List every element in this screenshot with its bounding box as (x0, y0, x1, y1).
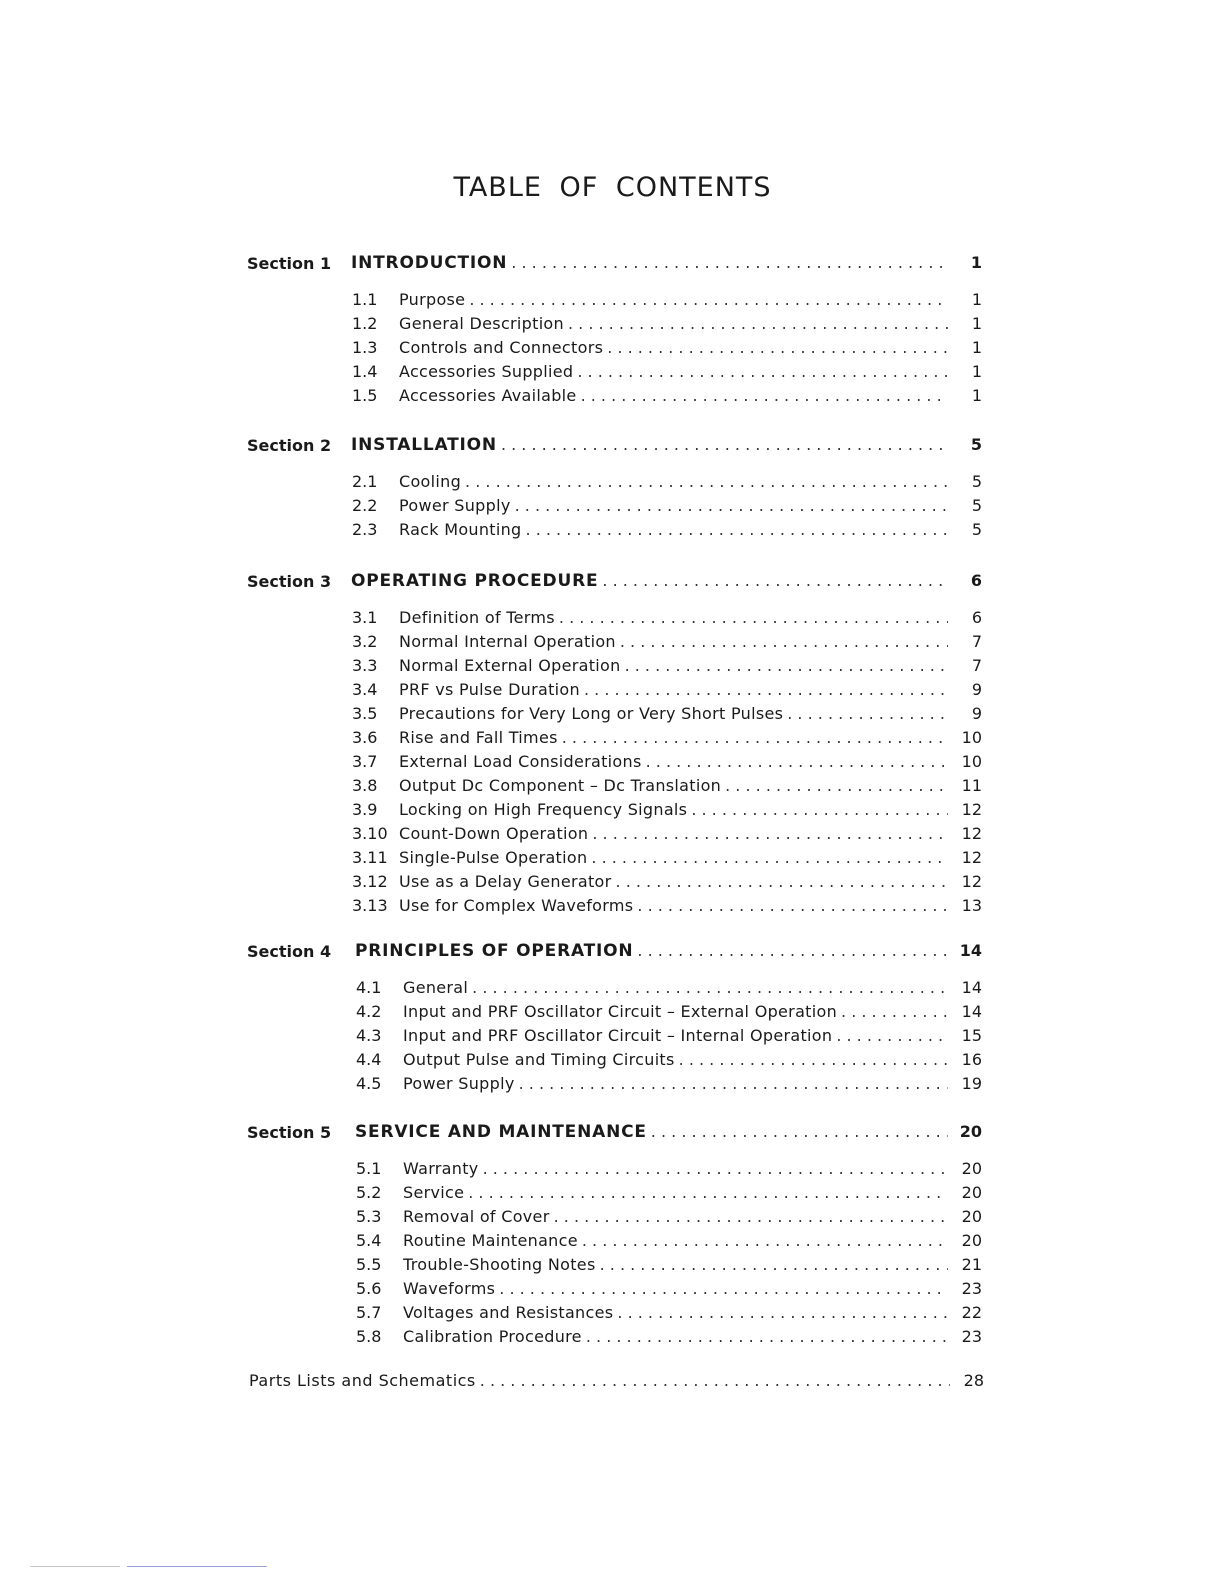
toc-entry-page: 1 (971, 290, 982, 309)
toc-entry-page: 12 (961, 872, 982, 891)
toc-entry-number: 3.8 (352, 776, 378, 795)
toc-entry-page: 5 (971, 496, 982, 515)
toc-entry-page: 7 (971, 656, 982, 675)
leader-dots (526, 518, 948, 542)
toc-entry-page: 20 (961, 1207, 982, 1226)
section-label: Section 5 (247, 1123, 332, 1142)
toc-entry-page: 22 (961, 1303, 982, 1322)
toc-entry-page: 28 (963, 1371, 984, 1390)
toc-entry-number: 4.2 (356, 1002, 382, 1021)
toc-entry[interactable] (356, 1157, 982, 1181)
toc-entry-page: 11 (961, 776, 982, 795)
leader-dots (607, 336, 948, 360)
section-label: Section 2 (247, 436, 332, 455)
toc-entry-number: 3.4 (352, 680, 378, 699)
section-heading-page: 20 (959, 1122, 982, 1141)
toc-entry-number: 4.4 (356, 1050, 382, 1069)
toc-entry-label: General (403, 978, 469, 997)
toc-entry-page: 1 (971, 386, 982, 405)
toc-entry-label: Rack Mounting (399, 520, 522, 539)
leader-dots (468, 1181, 948, 1205)
leader-dots (499, 1277, 948, 1301)
toc-entry-number: 5.7 (356, 1303, 382, 1322)
section-heading[interactable] (355, 1120, 982, 1144)
section-label: Section 1 (247, 254, 332, 273)
toc-entry-number: 3.10 (352, 824, 388, 843)
toc-entry-page: 23 (961, 1279, 982, 1298)
toc-entry-label: Voltages and Resistances (403, 1303, 614, 1322)
toc-entry[interactable] (352, 798, 982, 822)
leader-dots (679, 1048, 948, 1072)
toc-entry[interactable] (356, 1277, 982, 1301)
section-heading[interactable] (351, 569, 982, 593)
toc-entry-number: 5.4 (356, 1231, 382, 1250)
leader-dots (515, 494, 948, 518)
toc-entry-label: Use for Complex Waveforms (399, 896, 634, 915)
leader-dots (616, 870, 948, 894)
toc-entry-page: 16 (961, 1050, 982, 1069)
toc-entry[interactable] (352, 750, 982, 774)
toc-entry-number: 2.1 (352, 472, 378, 491)
toc-entry-page: 20 (961, 1231, 982, 1250)
toc-entry[interactable] (352, 870, 982, 894)
toc-entry-label: Power Supply (399, 496, 511, 515)
toc-entry-page: 14 (961, 1002, 982, 1021)
toc-entry-parts-lists[interactable] (249, 1369, 984, 1393)
toc-entry[interactable] (352, 606, 982, 630)
section-label: Section 3 (247, 572, 332, 591)
leader-dots (511, 251, 948, 275)
toc-entry-label: External Load Considerations (399, 752, 642, 771)
section-heading-page: 5 (970, 435, 982, 454)
toc-entry-number: 3.9 (352, 800, 378, 819)
toc-entry-page: 5 (971, 520, 982, 539)
toc-entry-label: Purpose (399, 290, 466, 309)
toc-entry[interactable] (356, 1072, 982, 1096)
leader-dots (836, 1024, 948, 1048)
toc-entry-number: 3.2 (352, 632, 378, 651)
leader-dots (625, 654, 948, 678)
toc-entry-number: 2.2 (352, 496, 378, 515)
toc-entry-page: 12 (961, 800, 982, 819)
toc-entry-number: 5.1 (356, 1159, 382, 1178)
toc-entry[interactable] (356, 1048, 982, 1072)
toc-entry-page: 1 (971, 338, 982, 357)
toc-entry-page: 1 (971, 314, 982, 333)
toc-entry[interactable] (356, 976, 982, 1000)
section-heading-label: INTRODUCTION (351, 253, 508, 273)
toc-entry[interactable] (356, 1024, 982, 1048)
toc-entry[interactable] (356, 1301, 982, 1325)
toc-entry-label: Single-Pulse Operation (399, 848, 588, 867)
toc-entry-label: Controls and Connectors (399, 338, 604, 357)
toc-entry[interactable] (352, 846, 982, 870)
toc-entry-label: Accessories Available (399, 386, 577, 405)
toc-entry-label: Use as a Delay Generator (399, 872, 612, 891)
toc-entry-label: Input and PRF Oscillator Circuit – Internal Operation (403, 1026, 833, 1045)
toc-entry[interactable] (352, 494, 982, 518)
leader-dots (586, 1325, 948, 1349)
leader-dots (691, 798, 948, 822)
toc-entry-number: 3.11 (352, 848, 388, 867)
toc-entry-label: Service (403, 1183, 465, 1202)
toc-entry[interactable] (356, 1325, 982, 1349)
leader-dots (787, 702, 948, 726)
toc-entry-number: 2.3 (352, 520, 378, 539)
toc-entry-label: Routine Maintenance (403, 1231, 578, 1250)
toc-entry-label: Rise and Fall Times (399, 728, 558, 747)
leader-dots (620, 630, 948, 654)
leader-dots (480, 1369, 950, 1393)
toc-entry-label: Normal Internal Operation (399, 632, 616, 651)
section-heading-page: 6 (970, 571, 982, 590)
toc-entry-number: 3.13 (352, 896, 388, 915)
toc-entry-label: Definition of Terms (399, 608, 555, 627)
leader-dots (577, 360, 948, 384)
section-heading[interactable] (355, 939, 982, 963)
toc-entry-page: 10 (961, 752, 982, 771)
toc-entry-label: Trouble-Shooting Notes (403, 1255, 596, 1274)
toc-entry-page: 23 (961, 1327, 982, 1346)
leader-dots (472, 976, 948, 1000)
toc-entry-page: 9 (971, 704, 982, 723)
toc-entry[interactable] (356, 1253, 982, 1277)
toc-entry-label: Accessories Supplied (399, 362, 574, 381)
toc-entry-label: General Description (399, 314, 564, 333)
toc-entry[interactable] (352, 702, 982, 726)
toc-entry[interactable] (352, 336, 982, 360)
leader-dots (562, 726, 948, 750)
leader-dots (568, 312, 948, 336)
toc-entry-number: 4.1 (356, 978, 382, 997)
toc-entry[interactable] (356, 1181, 982, 1205)
toc-entry-number: 1.5 (352, 386, 378, 405)
toc-entry-number: 1.1 (352, 290, 378, 309)
toc-entry-number: 1.2 (352, 314, 378, 333)
toc-entry-label: Normal External Operation (399, 656, 621, 675)
toc-entry-page: 20 (961, 1183, 982, 1202)
toc-entry[interactable] (356, 1229, 982, 1253)
toc-entry-number: 4.3 (356, 1026, 382, 1045)
toc-entry-label: Precautions for Very Long or Very Short Pulses (399, 704, 784, 723)
toc-entry[interactable] (352, 654, 982, 678)
section-heading-label: PRINCIPLES OF OPERATION (355, 941, 634, 961)
toc-entry[interactable] (352, 822, 982, 846)
section-heading-label: INSTALLATION (351, 435, 497, 455)
leader-dots (581, 384, 948, 408)
section-heading[interactable] (351, 433, 982, 457)
section-heading[interactable] (351, 251, 982, 275)
toc-entry-label: PRF vs Pulse Duration (399, 680, 580, 699)
leader-dots (554, 1205, 948, 1229)
toc-entry-label: Output Dc Component – Dc Translation (399, 776, 722, 795)
leader-dots (559, 606, 948, 630)
toc-entry[interactable] (352, 630, 982, 654)
toc-entry-label: Count-Down Operation (399, 824, 589, 843)
toc-entry-label: Calibration Procedure (403, 1327, 582, 1346)
toc-entry-page: 1 (971, 362, 982, 381)
toc-entry-page: 20 (961, 1159, 982, 1178)
leader-dots (465, 470, 948, 494)
toc-entry-page: 10 (961, 728, 982, 747)
toc-entry-number: 3.3 (352, 656, 378, 675)
toc-entry[interactable] (352, 384, 982, 408)
toc-entry-label: Power Supply (403, 1074, 515, 1093)
toc-entry-label: Input and PRF Oscillator Circuit – External Operation (403, 1002, 838, 1021)
footer-rule-link (127, 1566, 267, 1567)
toc-entry-label: Waveforms (403, 1279, 496, 1298)
toc-entry-page: 14 (961, 978, 982, 997)
toc-entry-number: 3.6 (352, 728, 378, 747)
toc-entry-number: 5.5 (356, 1255, 382, 1274)
toc-entry[interactable] (356, 1000, 982, 1024)
leader-dots (591, 846, 948, 870)
toc-entry-label: Warranty (403, 1159, 479, 1178)
toc-entry-number: 5.3 (356, 1207, 382, 1226)
toc-entry-number: 5.6 (356, 1279, 382, 1298)
leader-dots (584, 678, 948, 702)
section-heading-label: OPERATING PROCEDURE (351, 571, 599, 591)
toc-entry-page: 21 (961, 1255, 982, 1274)
leader-dots (725, 774, 948, 798)
toc-entry-label: Output Pulse and Timing Circuits (403, 1050, 675, 1069)
leader-dots (617, 1301, 948, 1325)
leader-dots (646, 750, 948, 774)
toc-entry-label: Cooling (399, 472, 462, 491)
toc-entry-number: 5.2 (356, 1183, 382, 1202)
section-heading-page: 1 (970, 253, 982, 272)
toc-entry[interactable] (352, 726, 982, 750)
leader-dots (519, 1072, 948, 1096)
toc-entry[interactable] (352, 678, 982, 702)
toc-entry-page: 19 (961, 1074, 982, 1093)
leader-dots (592, 822, 948, 846)
toc-entry-page: 6 (971, 608, 982, 627)
toc-entry[interactable] (352, 288, 982, 312)
toc-entry-page: 13 (961, 896, 982, 915)
toc-entry[interactable] (352, 470, 982, 494)
toc-entry-number: 3.12 (352, 872, 388, 891)
section-heading-label: SERVICE AND MAINTENANCE (355, 1122, 647, 1142)
toc-entry-number: 1.3 (352, 338, 378, 357)
toc-entry-number: 1.4 (352, 362, 378, 381)
toc-entry-number: 3.1 (352, 608, 378, 627)
leader-dots (637, 894, 948, 918)
leader-dots (602, 569, 948, 593)
section-heading-page: 14 (959, 941, 982, 960)
footer-rule-left (30, 1566, 120, 1567)
toc-entry-number: 3.7 (352, 752, 378, 771)
toc-entry-page: 9 (971, 680, 982, 699)
toc-entry[interactable] (352, 360, 982, 384)
leader-dots (651, 1120, 948, 1144)
page-title: TABLE OF CONTENTS (453, 172, 772, 203)
toc-entry-page: 15 (961, 1026, 982, 1045)
toc-entry-page: 5 (971, 472, 982, 491)
toc-entry-label: Locking on High Frequency Signals (399, 800, 688, 819)
leader-dots (600, 1253, 948, 1277)
toc-entry-label: Removal of Cover (403, 1207, 550, 1226)
toc-entry-number: 3.5 (352, 704, 378, 723)
toc-entry-page: 12 (961, 848, 982, 867)
toc-entry[interactable] (356, 1205, 982, 1229)
toc-entry[interactable] (352, 774, 982, 798)
leader-dots (469, 288, 948, 312)
toc-entry-number: 4.5 (356, 1074, 382, 1093)
toc-entry-label: Parts Lists and Schematics (249, 1371, 476, 1390)
toc-entry-number: 5.8 (356, 1327, 382, 1346)
leader-dots (582, 1229, 948, 1253)
toc-entry-page: 7 (971, 632, 982, 651)
leader-dots (483, 1157, 948, 1181)
toc-entry[interactable] (352, 518, 982, 542)
toc-entry[interactable] (352, 894, 982, 918)
toc-entry[interactable] (352, 312, 982, 336)
leader-dots (637, 939, 948, 963)
leader-dots (841, 1000, 948, 1024)
toc-entry-page: 12 (961, 824, 982, 843)
leader-dots (501, 433, 948, 457)
section-label: Section 4 (247, 942, 332, 961)
